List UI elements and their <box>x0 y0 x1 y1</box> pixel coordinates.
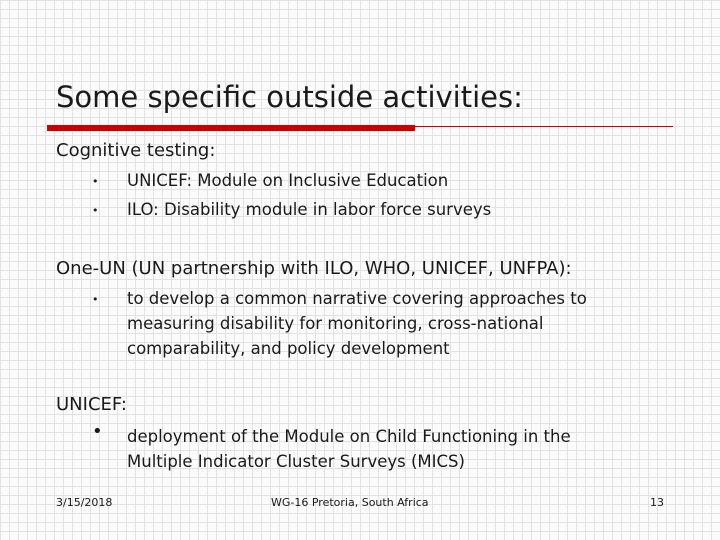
bullet-icon: • <box>92 175 99 188</box>
bullet-icon: • <box>92 421 103 442</box>
slide-title: Some specific outside activities: <box>56 80 523 114</box>
page-number: 13 <box>650 496 664 509</box>
footer-title: WG-16 Pretoria, South Africa <box>271 496 429 509</box>
list-item: UNICEF: Module on Inclusive Education <box>127 171 449 190</box>
title-underline-thick <box>47 125 415 131</box>
list-item-line: Multiple Indicator Cluster Surveys (MICS) <box>127 452 465 471</box>
list-item-line: comparability, and policy development <box>127 339 450 358</box>
list-item-line: to develop a common narrative covering approaches to <box>127 289 587 308</box>
bullet-icon: • <box>92 293 99 306</box>
section-heading-cognitive-testing: Cognitive testing: <box>56 140 216 161</box>
section-heading-one-un: One-UN (UN partnership with ILO, WHO, UNICEF, UNFPA): <box>56 258 572 279</box>
section-heading-unicef: UNICEF: <box>56 394 127 415</box>
footer-date: 3/15/2018 <box>56 496 113 509</box>
list-item-line: deployment of the Module on Child Functioning in the <box>127 427 571 446</box>
title-underline-thin <box>415 126 673 127</box>
bullet-icon: • <box>92 204 99 217</box>
list-item: ILO: Disability module in labor force surveys <box>127 200 492 219</box>
list-item-line: measuring disability for monitoring, cross-national <box>127 314 544 333</box>
